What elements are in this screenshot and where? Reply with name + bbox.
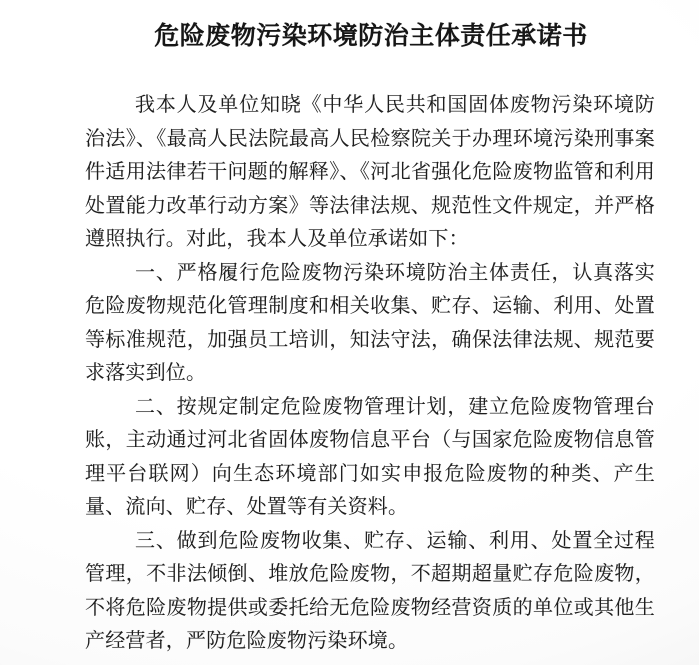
paragraph-intro: 我本人及单位知晓《中华人民共和国固体废物污染环境防治法》、《最高人民法院最高人民检察院关于办理环境污染刑事案件适用法律若干问题的解释》、《河北省强化危险废物监管和利用处置能力改革行动方案》等法律法规、规范性文件规定，并严格遵照执行。对此，我本人及单位承诺如下： [85,94,655,250]
paragraph-item-2: 二、按规定制定危险废物管理计划，建立危险废物管理台账，主动通过河北省固体废物信息平台（与国家危险废物信息管理平台联网）向生态环境部门如实申报危险废物的种类、产生量、流向、贮存、处置等有关资料。 [85,395,655,518]
paragraph-item-1: 一、严格履行危险废物污染环境防治主体责任，认真落实危险废物规范化管理制度和相关收集、贮存、运输、利用、处置等标准规范，加强员工培训，知法守法，确保法律法规、规范要求落实到位。 [85,261,655,384]
paragraph-item-3: 三、做到危险废物收集、贮存、运输、利用、处置全过程管理，不非法倾倒、堆放危险废物，不超期超量贮存危险废物，不将危险废物提供或委托给无危险废物经营资质的单位或其他生产经营者，严防危险废物污染环境。 [85,529,655,652]
document-body [85,89,655,659]
document-title: 危险废物污染环境防治主体责任承诺书 [154,23,588,50]
